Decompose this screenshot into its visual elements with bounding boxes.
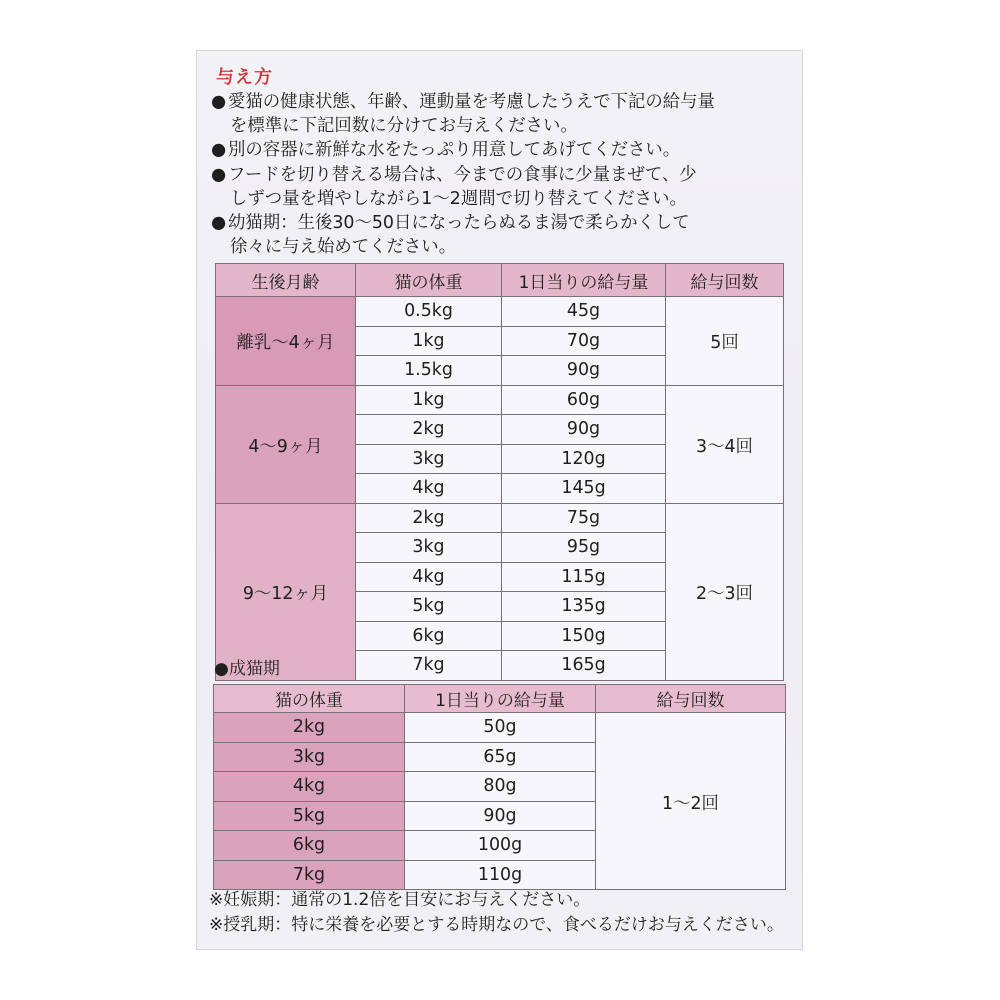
kitten-feeding-table [215,263,784,681]
amount-cell: 120g [502,444,666,474]
amount-cell: 135g [502,592,666,622]
amount-cell: 60g [502,385,666,415]
weight-cell: 1.5kg [356,356,502,386]
amount-cell: 50g [405,713,596,743]
weight-cell: 3kg [356,533,502,563]
note-lactation: ※授乳期：特に栄養を必要とする時期なので、食べるだけお与えください。 [209,915,784,935]
feeding-guide-card [196,50,803,950]
bullet-item [211,163,796,187]
bullet-text: 幼猫期：生後30～50日になったらぬるま湯で柔らかくして [228,213,690,234]
weight-cell: 4kg [356,474,502,504]
header-weight: 猫の体重 [356,264,502,297]
header-daily-amount: 1日当りの給与量 [502,264,666,297]
bullet-list [211,90,796,259]
bullet-text: 愛猫の健康状態、年齢、運動量を考慮したうえで下記の給与量 [228,92,715,112]
weight-cell: 4kg [214,772,405,802]
header-age: 生後月齢 [216,264,356,297]
weight-cell: 3kg [356,444,502,474]
amount-cell: 165g [502,651,666,681]
weight-cell: 5kg [214,801,405,831]
age-cell: 離乳～4ヶ月 [216,297,356,386]
adult-feeding-table [213,684,786,890]
header-times: 給与回数 [666,264,784,297]
amount-cell: 90g [405,801,596,831]
table-row [216,503,784,533]
bullet-continuation: しずつ量を増やしながら1～2週間で切り替えてください。 [230,188,687,209]
adult-section-label: ●成猫期 [214,659,280,679]
weight-cell: 6kg [356,621,502,651]
bullet-item [211,211,796,235]
amount-cell: 100g [405,831,596,861]
amount-cell: 90g [502,415,666,445]
weight-cell: 1kg [356,385,502,415]
weight-cell: 7kg [356,651,502,681]
amount-cell: 80g [405,772,596,802]
times-cell: 1～2回 [596,713,786,890]
weight-cell: 2kg [356,415,502,445]
bullet-dot: ● [211,92,227,112]
age-cell: 4～9ヶ月 [216,385,356,503]
amount-cell: 145g [502,474,666,504]
table-row [214,713,786,743]
feeding-heading: 与え方 [216,67,273,88]
weight-cell: 7kg [214,860,405,890]
weight-cell: 5kg [356,592,502,622]
table-row [216,385,784,415]
amount-cell: 110g [405,860,596,890]
bullet-continuation: 徐々に与え始めてください。 [230,237,457,258]
bullet-item [211,90,796,114]
amount-cell: 65g [405,742,596,772]
header-weight: 猫の体重 [214,685,405,713]
bullet-text: 別の容器に新鮮な水をたっぷり用意してあげてください。 [228,140,681,161]
weight-cell: 0.5kg [356,297,502,327]
times-cell: 2～3回 [666,503,784,680]
amount-cell: 45g [502,297,666,327]
weight-cell: 4kg [356,562,502,592]
amount-cell: 95g [502,533,666,563]
weight-cell: 1kg [356,326,502,356]
bullet-text: フードを切り替える場合は、今までの食事に少量まぜて、少 [228,164,697,185]
weight-cell: 6kg [214,831,405,861]
note-pregnancy: ※妊娠期：通常の1.2倍を目安にお与えください。 [209,890,591,910]
times-cell: 3～4回 [666,385,784,503]
bullet-item [211,138,796,162]
table-row [216,297,784,327]
bullet-dot: ● [211,164,227,185]
notes [209,888,799,938]
bullet-dot: ● [211,213,227,234]
times-cell: 5回 [666,297,784,386]
amount-cell: 70g [502,326,666,356]
amount-cell: 75g [502,503,666,533]
header-daily-amount: 1日当りの給与量 [405,685,596,713]
header-times: 給与回数 [596,685,786,713]
amount-cell: 115g [502,562,666,592]
age-cell: 9～12ヶ月 [216,503,356,680]
amount-cell: 90g [502,356,666,386]
weight-cell: 2kg [356,503,502,533]
bullet-continuation: を標準に下記回数に分けてお与えください。 [230,116,578,137]
weight-cell: 2kg [214,713,405,743]
bullet-dot: ● [211,140,227,161]
weight-cell: 3kg [214,742,405,772]
amount-cell: 150g [502,621,666,651]
